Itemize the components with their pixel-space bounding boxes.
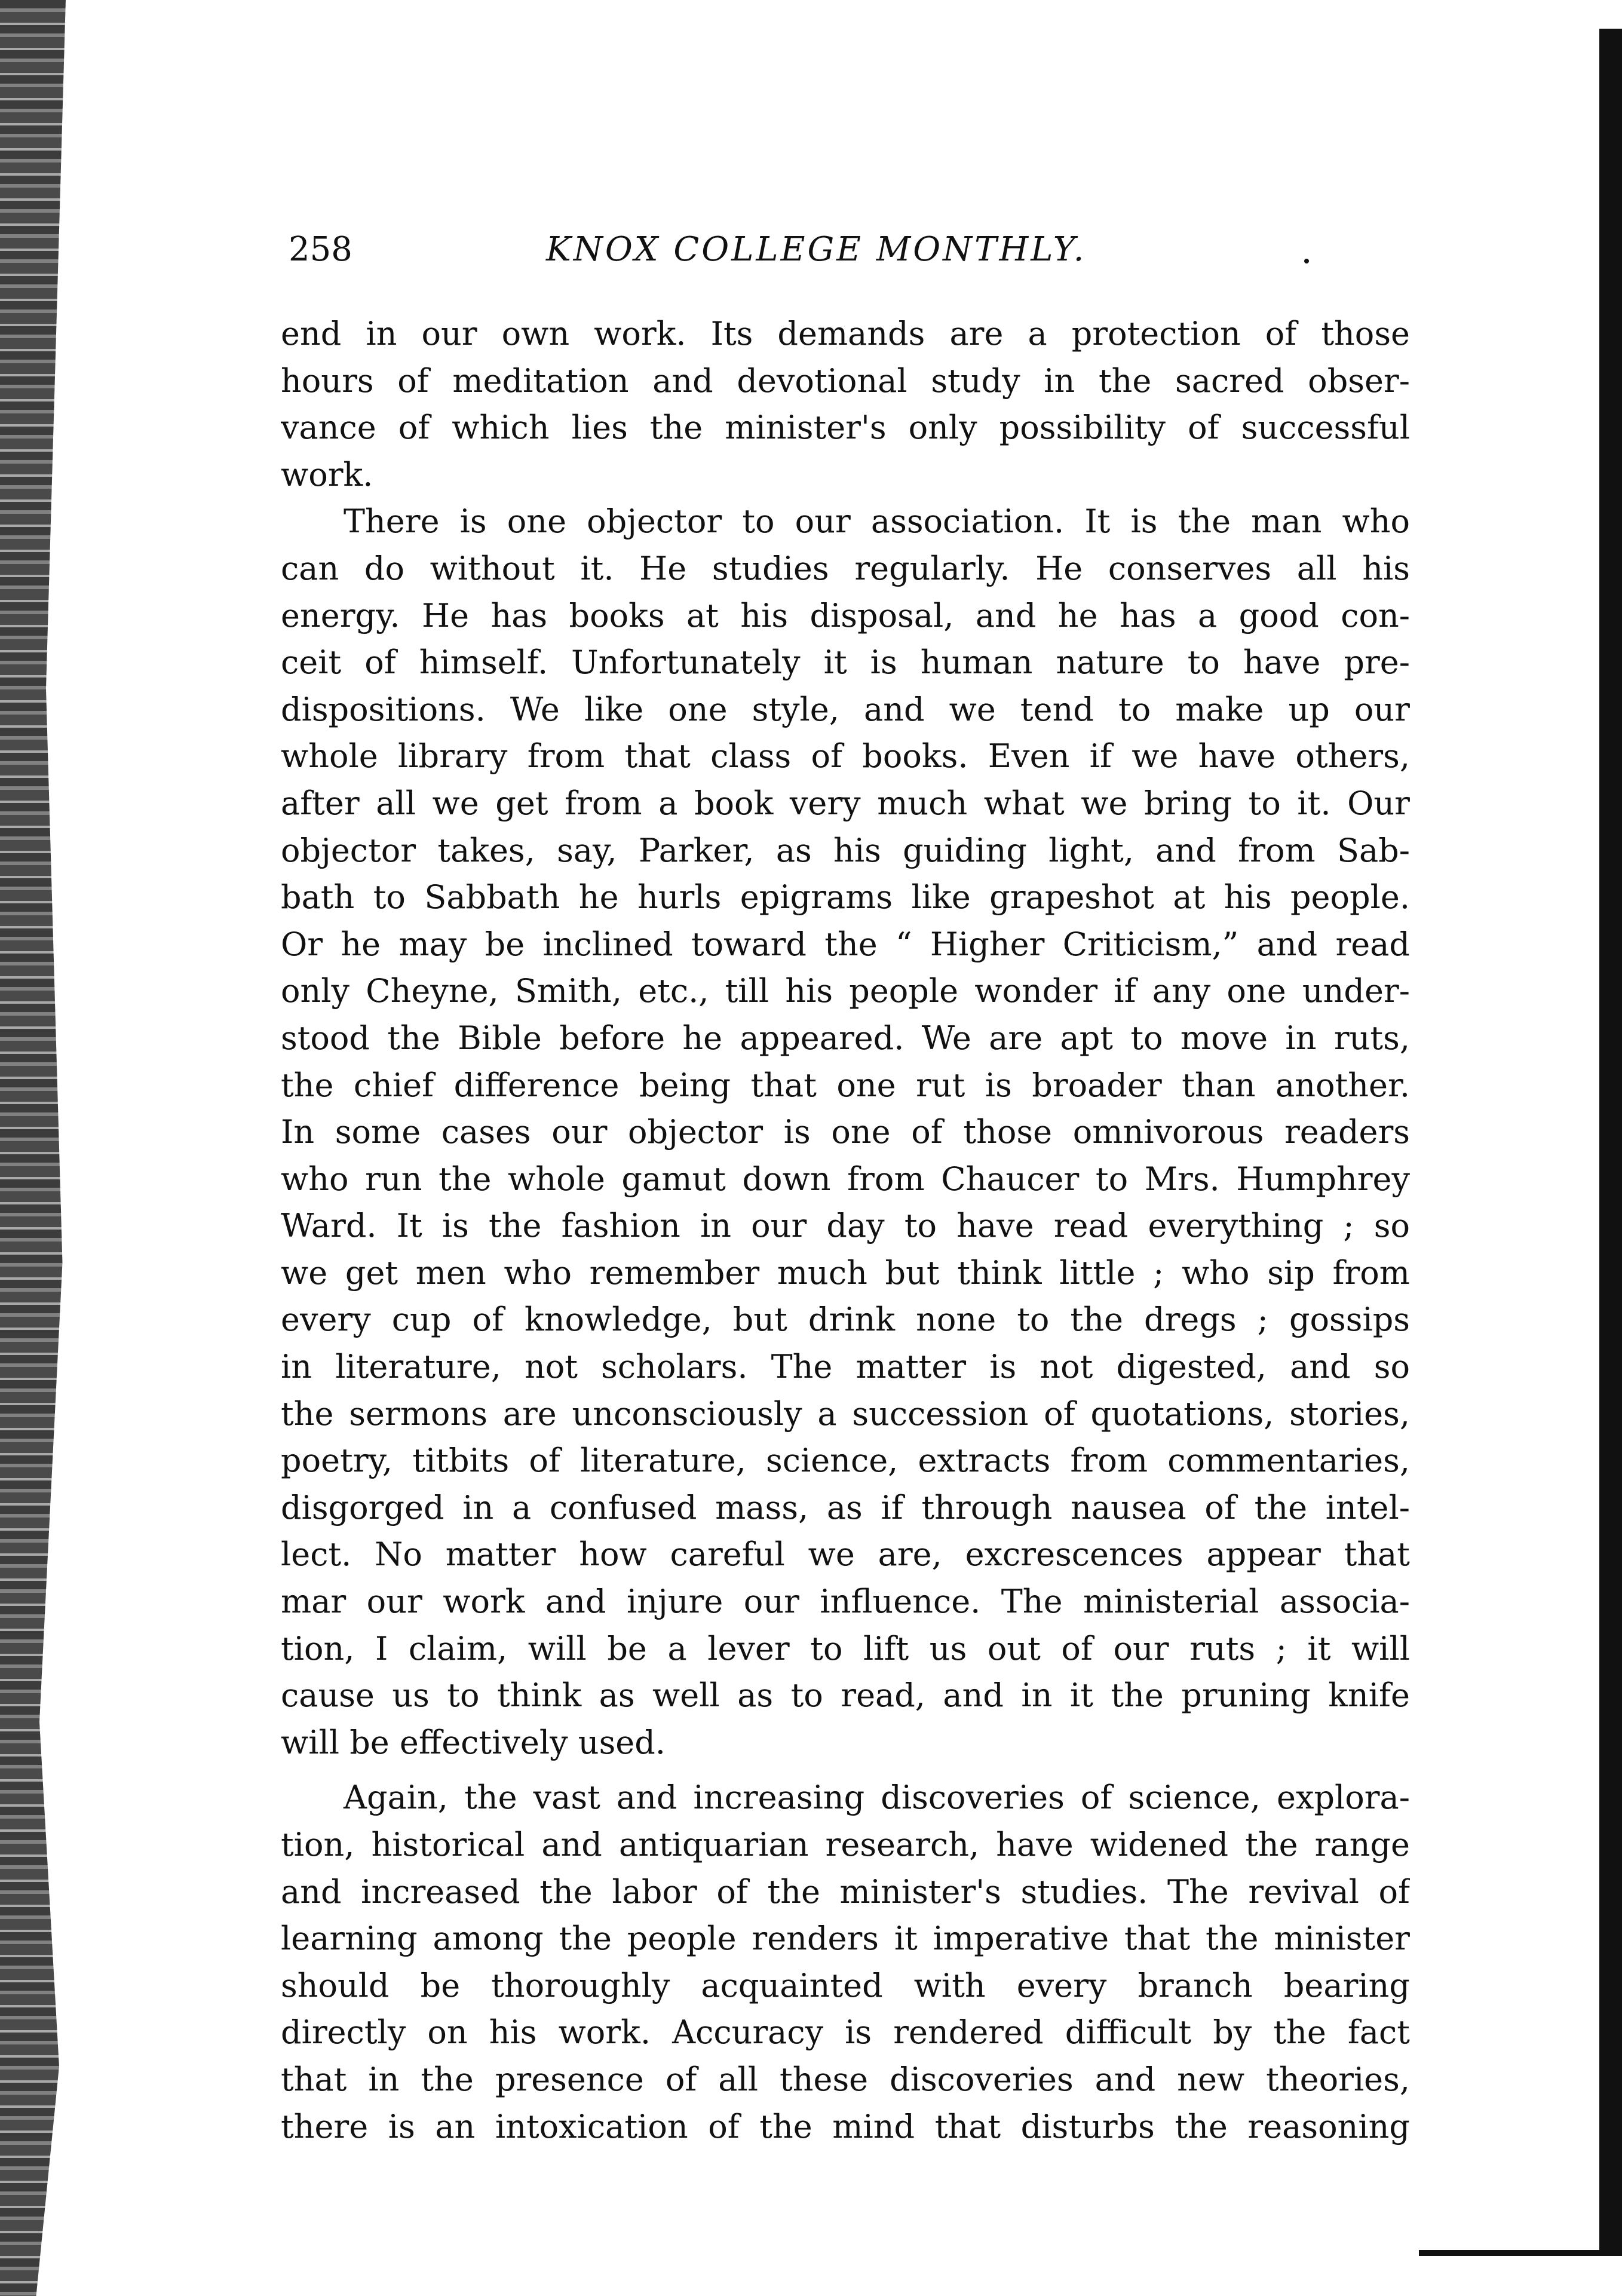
page-number: 258 [289, 230, 352, 269]
text-line: that in the presence of all these discoveries and new theories, [281, 2060, 1410, 2098]
text-line: objector takes, say, Parker, as his guiding light, and from Sab- [281, 831, 1410, 869]
text-line: vance of which lies the minister's only possibility of successful [281, 409, 1410, 447]
text-line: stood the Bible before he appeared. We are apt to move in ruts, [281, 1019, 1410, 1057]
text-line: every cup of knowledge, but drink none to the dregs ; gossips [281, 1301, 1410, 1339]
text-line: In some cases our objector is one of those omnivorous readers [281, 1113, 1410, 1151]
page-border-foot [1419, 2250, 1622, 2256]
text-line: can do without it. He studies regularly. He conserves all his [281, 549, 1410, 587]
text-line: ceit of himself. Unfortunately it is human nature to have pre- [281, 643, 1410, 682]
text-line: after all we get from a book very much what we bring to it. Our [281, 784, 1410, 822]
text-line: the sermons are unconsciously a succession of quotations, stories, [281, 1394, 1410, 1433]
text-line: cause us to think as well as to read, and in it the pruning knife [281, 1676, 1410, 1715]
running-header [289, 230, 1419, 284]
text-line: dispositions. We like one style, and we tend to make up our [281, 690, 1410, 728]
text-line: work. [281, 455, 373, 493]
text-line: bath to Sabbath he hurls epigrams like grapeshot at his people. [281, 878, 1410, 916]
text-line: Again, the vast and increasing discoveries of science, explora- [344, 1779, 1410, 1817]
text-line: we get men who remember much but think little ; who sip from [281, 1253, 1410, 1292]
paragraph [281, 1774, 1410, 2150]
text-line: tion, I claim, will be a lever to lift us out of our ruts ; it will [281, 1629, 1410, 1667]
text-line: Or he may be inclined toward the “ Higher Criticism,” and read [281, 925, 1410, 963]
text-line: There is one objector to our association. It is the man who [344, 502, 1410, 541]
page-border-rule [1599, 29, 1622, 2252]
text-line: who run the whole gamut down from Chaucer to Mrs. Humphrey [281, 1160, 1410, 1198]
text-line: disgorged in a confused mass, as if through nausea of the intel- [281, 1488, 1410, 1526]
body-text [281, 311, 1410, 2150]
scan-binding-edge [0, 0, 66, 2296]
paragraph [281, 311, 1410, 498]
text-line: should be thoroughly acquainted with every branch bearing [281, 1966, 1410, 2004]
text-line: only Cheyne, Smith, etc., till his people wonder if any one under- [281, 972, 1410, 1010]
text-line: there is an intoxication of the mind that disturbs the reasoning [281, 2107, 1410, 2145]
text-line: and increased the labor of the minister's studies. The revival of [281, 1872, 1410, 1911]
text-line: poetry, titbits of literature, science, extracts from commentaries, [281, 1442, 1410, 1480]
text-line: hours of meditation and devotional study in the sacred obser- [281, 361, 1410, 400]
text-line: mar our work and injure our influence. The ministerial associa- [281, 1583, 1410, 1621]
text-line: will be effectively used. [281, 1723, 666, 1761]
text-line: end in our own work. Its demands are a protection of those [281, 315, 1410, 352]
paragraph-gap [281, 1766, 1410, 1774]
text-line: Ward. It is the fashion in our day to have read everything ; so [281, 1207, 1410, 1245]
text-line: directly on his work. Accuracy is rendered difficult by the fact [281, 2013, 1410, 2052]
text-line: whole library from that class of books. Even if we have others, [281, 737, 1410, 775]
paragraph [281, 498, 1410, 1766]
text-line: the chief difference being that one rut is broader than another. [281, 1066, 1410, 1104]
stray-mark [1304, 259, 1309, 263]
text-line: learning among the people renders it imperative that the minister [281, 1920, 1410, 1958]
text-line: tion, historical and antiquarian research, have widened the range [281, 1826, 1410, 1863]
running-title: KNOX COLLEGE MONTHLY. [546, 230, 1087, 269]
text-line: lect. No matter how careful we are, excrescences appear that [281, 1535, 1410, 1574]
text-line: in literature, not scholars. The matter is not digested, and so [281, 1348, 1410, 1386]
text-line: energy. He has books at his disposal, and he has a good con- [281, 596, 1410, 634]
